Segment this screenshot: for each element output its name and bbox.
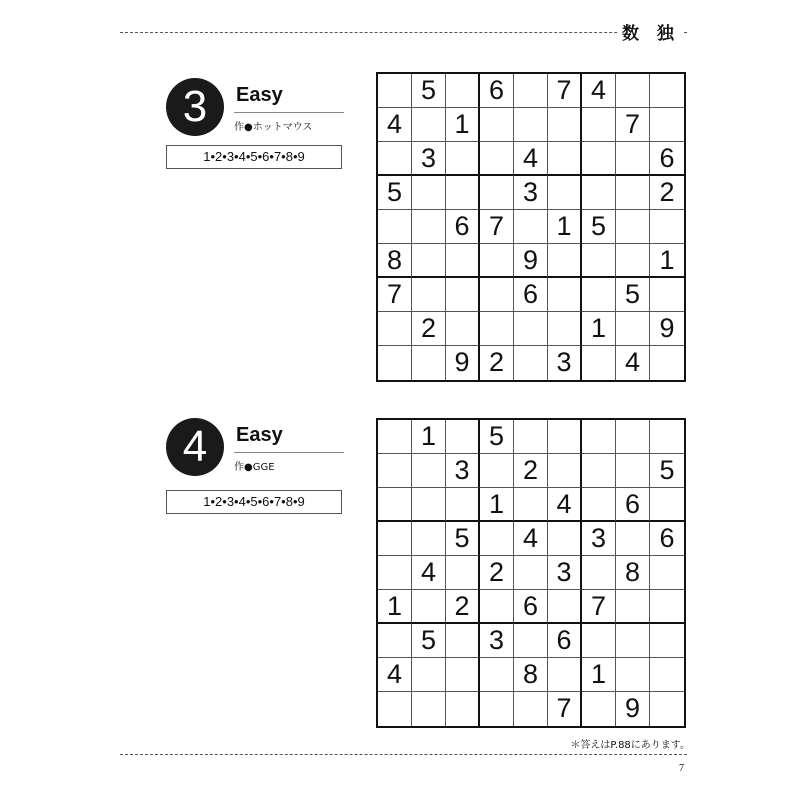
sudoku-cell	[514, 420, 548, 454]
sudoku-cell	[548, 522, 582, 556]
sudoku-cell	[480, 454, 514, 488]
sudoku-cell: 2	[514, 454, 548, 488]
sudoku-cell	[446, 74, 480, 108]
sudoku-cell	[548, 312, 582, 346]
sudoku-cell: 3	[548, 346, 582, 380]
sudoku-grid	[376, 72, 686, 382]
sudoku-cell	[378, 624, 412, 658]
sudoku-cell: 2	[480, 346, 514, 380]
digits-legend: 1•2•3•4•5•6•7•8•9	[166, 145, 342, 169]
author-credit: 作●GGE	[234, 462, 275, 473]
sudoku-cell: 6	[480, 74, 514, 108]
sudoku-cell: 2	[412, 312, 446, 346]
sudoku-cell	[514, 692, 548, 726]
difficulty-label: Easy	[236, 424, 283, 446]
sudoku-cell: 9	[446, 346, 480, 380]
sudoku-cell: 4	[514, 522, 548, 556]
sudoku-cell	[378, 142, 412, 176]
sudoku-cell	[378, 420, 412, 454]
sudoku-cell: 1	[412, 420, 446, 454]
sudoku-cell: 7	[548, 692, 582, 726]
sudoku-cell	[616, 74, 650, 108]
sudoku-cell	[446, 488, 480, 522]
sudoku-cell	[412, 658, 446, 692]
sudoku-cell: 3	[480, 624, 514, 658]
sudoku-cell: 1	[378, 590, 412, 624]
sudoku-cell	[480, 590, 514, 624]
sudoku-cell	[378, 312, 412, 346]
sudoku-cell	[548, 108, 582, 142]
sudoku-cell	[650, 488, 684, 522]
sudoku-cell: 2	[480, 556, 514, 590]
sudoku-cell	[412, 210, 446, 244]
sudoku-cell	[446, 624, 480, 658]
sudoku-cell	[582, 692, 616, 726]
sudoku-cell: 6	[650, 142, 684, 176]
sudoku-cell: 6	[446, 210, 480, 244]
sudoku-cell	[548, 278, 582, 312]
sudoku-cell	[378, 556, 412, 590]
sudoku-cell	[480, 312, 514, 346]
sudoku-cell	[480, 142, 514, 176]
sudoku-cell	[616, 454, 650, 488]
sudoku-cell	[446, 312, 480, 346]
sudoku-cell: 9	[650, 312, 684, 346]
sudoku-cell	[616, 210, 650, 244]
sudoku-cell: 6	[514, 590, 548, 624]
sudoku-cell	[378, 522, 412, 556]
sudoku-cell: 1	[650, 244, 684, 278]
sudoku-cell	[650, 278, 684, 312]
sudoku-cell: 5	[650, 454, 684, 488]
sudoku-cell	[582, 244, 616, 278]
sudoku-cell	[480, 108, 514, 142]
sudoku-cell: 4	[378, 658, 412, 692]
label-divider	[234, 112, 344, 113]
sudoku-cell: 8	[616, 556, 650, 590]
sudoku-cell	[548, 244, 582, 278]
sudoku-cell	[582, 488, 616, 522]
sudoku-cell	[412, 278, 446, 312]
sudoku-cell: 4	[582, 74, 616, 108]
sudoku-cell	[616, 176, 650, 210]
sudoku-cell	[378, 74, 412, 108]
sudoku-cell	[514, 108, 548, 142]
sudoku-cell	[582, 278, 616, 312]
header-dashed-rule	[120, 32, 687, 33]
sudoku-cell	[446, 278, 480, 312]
sudoku-cell	[480, 244, 514, 278]
sudoku-cell	[582, 454, 616, 488]
sudoku-cell	[378, 346, 412, 380]
sudoku-cell	[650, 624, 684, 658]
sudoku-cell	[378, 454, 412, 488]
sudoku-cell: 3	[582, 522, 616, 556]
sudoku-cell	[412, 692, 446, 726]
sudoku-cell	[616, 142, 650, 176]
sudoku-cell: 6	[548, 624, 582, 658]
digits-legend: 1•2•3•4•5•6•7•8•9	[166, 490, 342, 514]
sudoku-cell: 4	[514, 142, 548, 176]
sudoku-cell	[412, 454, 446, 488]
sudoku-cell	[650, 692, 684, 726]
sudoku-cell: 6	[616, 488, 650, 522]
sudoku-cell	[412, 590, 446, 624]
sudoku-cell: 7	[548, 74, 582, 108]
sudoku-cell	[548, 420, 582, 454]
sudoku-cell	[650, 658, 684, 692]
sudoku-cell	[548, 454, 582, 488]
sudoku-cell: 6	[650, 522, 684, 556]
sudoku-cell	[514, 624, 548, 658]
sudoku-cell	[446, 658, 480, 692]
sudoku-cell: 7	[480, 210, 514, 244]
sudoku-cell	[650, 556, 684, 590]
sudoku-cell: 5	[378, 176, 412, 210]
sudoku-cell	[514, 312, 548, 346]
sudoku-cell: 5	[446, 522, 480, 556]
sudoku-cell	[548, 176, 582, 210]
sudoku-cell: 4	[378, 108, 412, 142]
sudoku-cell	[412, 108, 446, 142]
sudoku-cell: 3	[514, 176, 548, 210]
sudoku-cell	[616, 312, 650, 346]
puzzle-number-badge: 4	[166, 418, 224, 476]
sudoku-cell	[582, 420, 616, 454]
sudoku-cell	[616, 522, 650, 556]
sudoku-cell	[582, 556, 616, 590]
sudoku-cell	[480, 658, 514, 692]
sudoku-cell	[446, 692, 480, 726]
sudoku-cell: 5	[412, 74, 446, 108]
sudoku-cell	[616, 244, 650, 278]
sudoku-cell	[514, 488, 548, 522]
sudoku-cell	[514, 346, 548, 380]
sudoku-cell: 4	[548, 488, 582, 522]
sudoku-cell	[514, 556, 548, 590]
sudoku-cell: 1	[582, 312, 616, 346]
sudoku-cell	[548, 590, 582, 624]
sudoku-cell: 7	[378, 278, 412, 312]
sudoku-cell: 7	[616, 108, 650, 142]
sudoku-cell: 5	[616, 278, 650, 312]
sudoku-cell	[582, 108, 616, 142]
sudoku-cell	[582, 142, 616, 176]
sudoku-cell	[412, 176, 446, 210]
sudoku-cell: 1	[480, 488, 514, 522]
sudoku-cell: 8	[514, 658, 548, 692]
sudoku-cell: 7	[582, 590, 616, 624]
sudoku-cell: 3	[412, 142, 446, 176]
sudoku-cell	[650, 420, 684, 454]
sudoku-cell: 4	[616, 346, 650, 380]
sudoku-cell	[446, 244, 480, 278]
sudoku-cell	[412, 244, 446, 278]
sudoku-cell: 8	[378, 244, 412, 278]
sudoku-cell: 2	[446, 590, 480, 624]
sudoku-cell	[412, 488, 446, 522]
section-title: 数 独	[618, 19, 684, 44]
puzzle-number-badge: 3	[166, 78, 224, 136]
sudoku-cell	[616, 420, 650, 454]
sudoku-cell	[412, 522, 446, 556]
sudoku-cell	[616, 658, 650, 692]
sudoku-cell: 9	[514, 244, 548, 278]
sudoku-cell	[480, 278, 514, 312]
sudoku-cell	[514, 74, 548, 108]
sudoku-cell	[650, 346, 684, 380]
sudoku-cell: 4	[412, 556, 446, 590]
author-credit: 作●ホットマウス	[234, 122, 313, 133]
sudoku-cell: 3	[446, 454, 480, 488]
sudoku-cell: 2	[650, 176, 684, 210]
sudoku-cell: 5	[412, 624, 446, 658]
answer-footnote: ＊答えはP.88にあります。	[570, 740, 690, 751]
sudoku-cell	[650, 210, 684, 244]
sudoku-cell	[582, 624, 616, 658]
sudoku-cell: 5	[582, 210, 616, 244]
sudoku-cell	[480, 522, 514, 556]
sudoku-cell	[446, 420, 480, 454]
sudoku-cell	[480, 176, 514, 210]
sudoku-cell	[446, 556, 480, 590]
sudoku-cell	[582, 176, 616, 210]
sudoku-cell	[548, 142, 582, 176]
sudoku-cell: 1	[582, 658, 616, 692]
sudoku-cell: 9	[616, 692, 650, 726]
sudoku-cell: 1	[446, 108, 480, 142]
sudoku-cell: 5	[480, 420, 514, 454]
sudoku-cell	[446, 176, 480, 210]
sudoku-cell	[378, 210, 412, 244]
page-number: 7	[679, 763, 684, 774]
sudoku-cell	[582, 346, 616, 380]
sudoku-cell: 1	[548, 210, 582, 244]
sudoku-cell	[650, 74, 684, 108]
difficulty-label: Easy	[236, 84, 283, 106]
sudoku-cell: 6	[514, 278, 548, 312]
sudoku-cell	[514, 210, 548, 244]
sudoku-cell	[378, 692, 412, 726]
sudoku-cell	[412, 346, 446, 380]
footer-dashed-rule	[120, 754, 687, 755]
sudoku-cell	[480, 692, 514, 726]
sudoku-grid	[376, 418, 686, 728]
sudoku-cell	[548, 658, 582, 692]
sudoku-cell	[650, 108, 684, 142]
sudoku-cell	[650, 590, 684, 624]
sudoku-cell: 3	[548, 556, 582, 590]
sudoku-cell	[378, 488, 412, 522]
sudoku-cell	[616, 590, 650, 624]
sudoku-cell	[446, 142, 480, 176]
sudoku-cell	[616, 624, 650, 658]
label-divider	[234, 452, 344, 453]
